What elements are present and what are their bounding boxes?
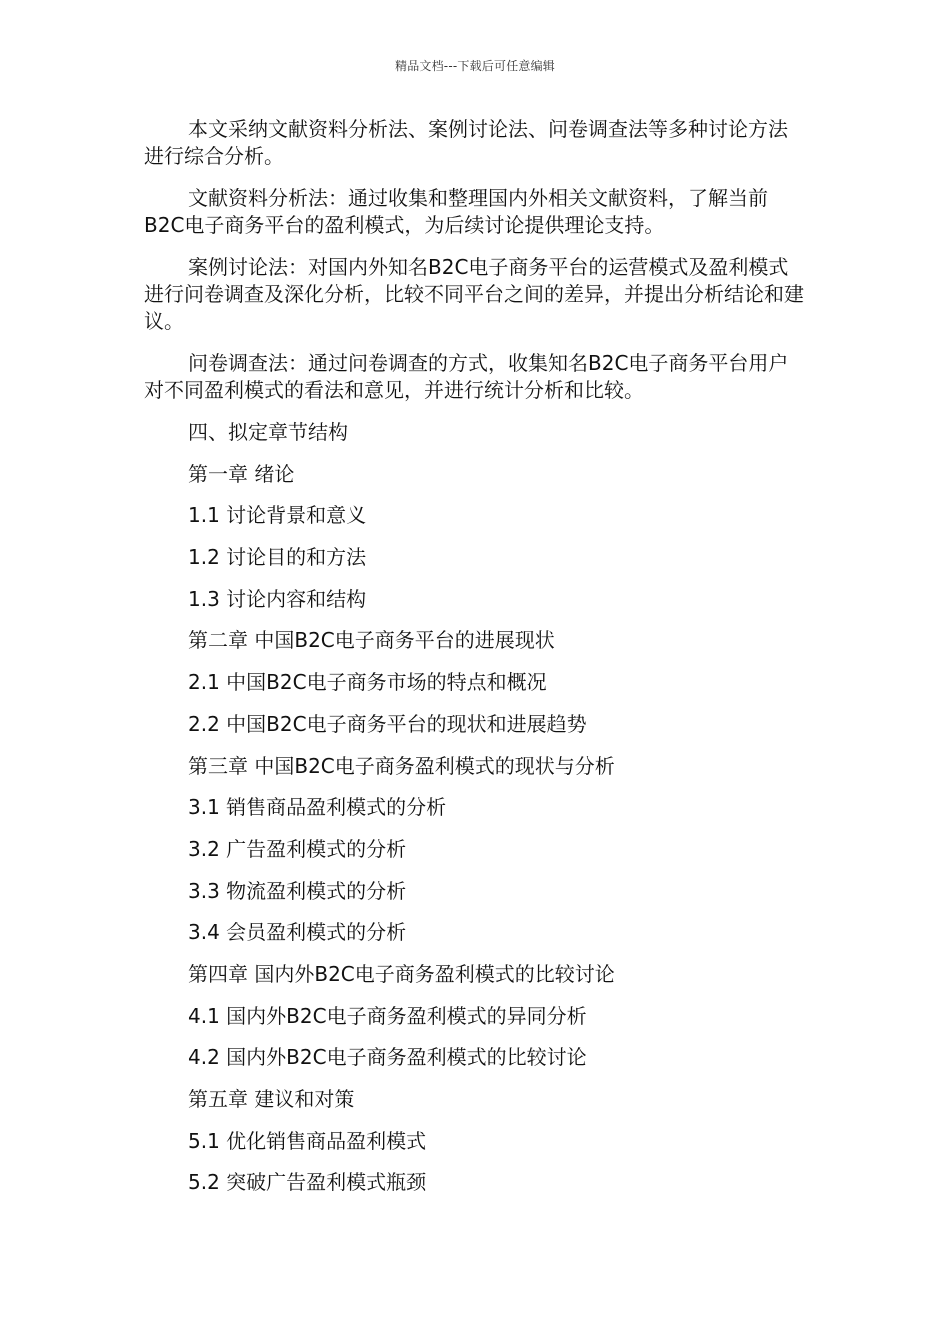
toc-item-3-4: 3.4 会员盈利模式的分析 [188, 920, 407, 945]
paragraph-methods-intro: 本文采纳文献资料分析法、案例讨论法、问卷调查法等多种讨论方法进行综合分析。 [144, 117, 788, 168]
toc-item-5-1: 5.1 优化销售商品盈利模式 [188, 1128, 427, 1153]
toc-chapter-5: 第五章 建议和对策 [188, 1087, 355, 1111]
toc-item-2-1: 2.1 中国B2C电子商务市场的特点和概况 [188, 670, 547, 695]
toc-chapter-3: 第三章 中国B2C电子商务盈利模式的现状与分析 [188, 753, 615, 778]
section-heading-chapter-structure: 四、拟定章节结构 [188, 420, 348, 444]
toc-chapter-1: 第一章 绪论 [188, 461, 295, 486]
toc-item-5-2: 5.2 突破广告盈利模式瓶颈 [188, 1170, 427, 1195]
paragraph-survey-method: 问卷调查法：通过问卷调查的方式，收集知名B2C电子商务平台用户对不同盈利模式的看法和意见，并进行统计分析和比较。 [144, 351, 789, 402]
toc-item-2-2: 2.2 中国B2C电子商务平台的现状和进展趋势 [188, 711, 587, 736]
page-header: 精品文档---下载后可任意编辑 [395, 59, 555, 73]
toc-item-4-1: 4.1 国内外B2C电子商务盈利模式的异同分析 [188, 1003, 587, 1028]
toc-item-3-3: 3.3 物流盈利模式的分析 [188, 878, 407, 903]
document-body [144, 116, 804, 1211]
toc-item-1-3: 1.3 讨论内容和结构 [188, 586, 367, 611]
toc-chapter-2: 第二章 中国B2C电子商务平台的进展现状 [188, 628, 555, 653]
toc-chapter-4: 第四章 国内外B2C电子商务盈利模式的比较讨论 [188, 961, 615, 986]
paragraph-literature-method: 文献资料分析法：通过收集和整理国内外相关文献资料，了解当前B2C电子商务平台的盈利模式，为后续讨论提供理论支持。 [144, 186, 768, 237]
paragraph-case-method: 案例讨论法：对国内外知名B2C电子商务平台的运营模式及盈利模式进行问卷调查及深化分析，比较不同平台之间的差异，并提出分析结论和建议。 [144, 255, 804, 333]
toc-item-4-2: 4.2 国内外B2C电子商务盈利模式的比较讨论 [188, 1045, 587, 1070]
toc-item-1-2: 1.2 讨论目的和方法 [188, 545, 367, 570]
toc-item-1-1: 1.1 讨论背景和意义 [188, 503, 367, 528]
toc-item-3-2: 3.2 广告盈利模式的分析 [188, 836, 407, 861]
toc-item-3-1: 3.1 销售商品盈利模式的分析 [188, 795, 447, 820]
